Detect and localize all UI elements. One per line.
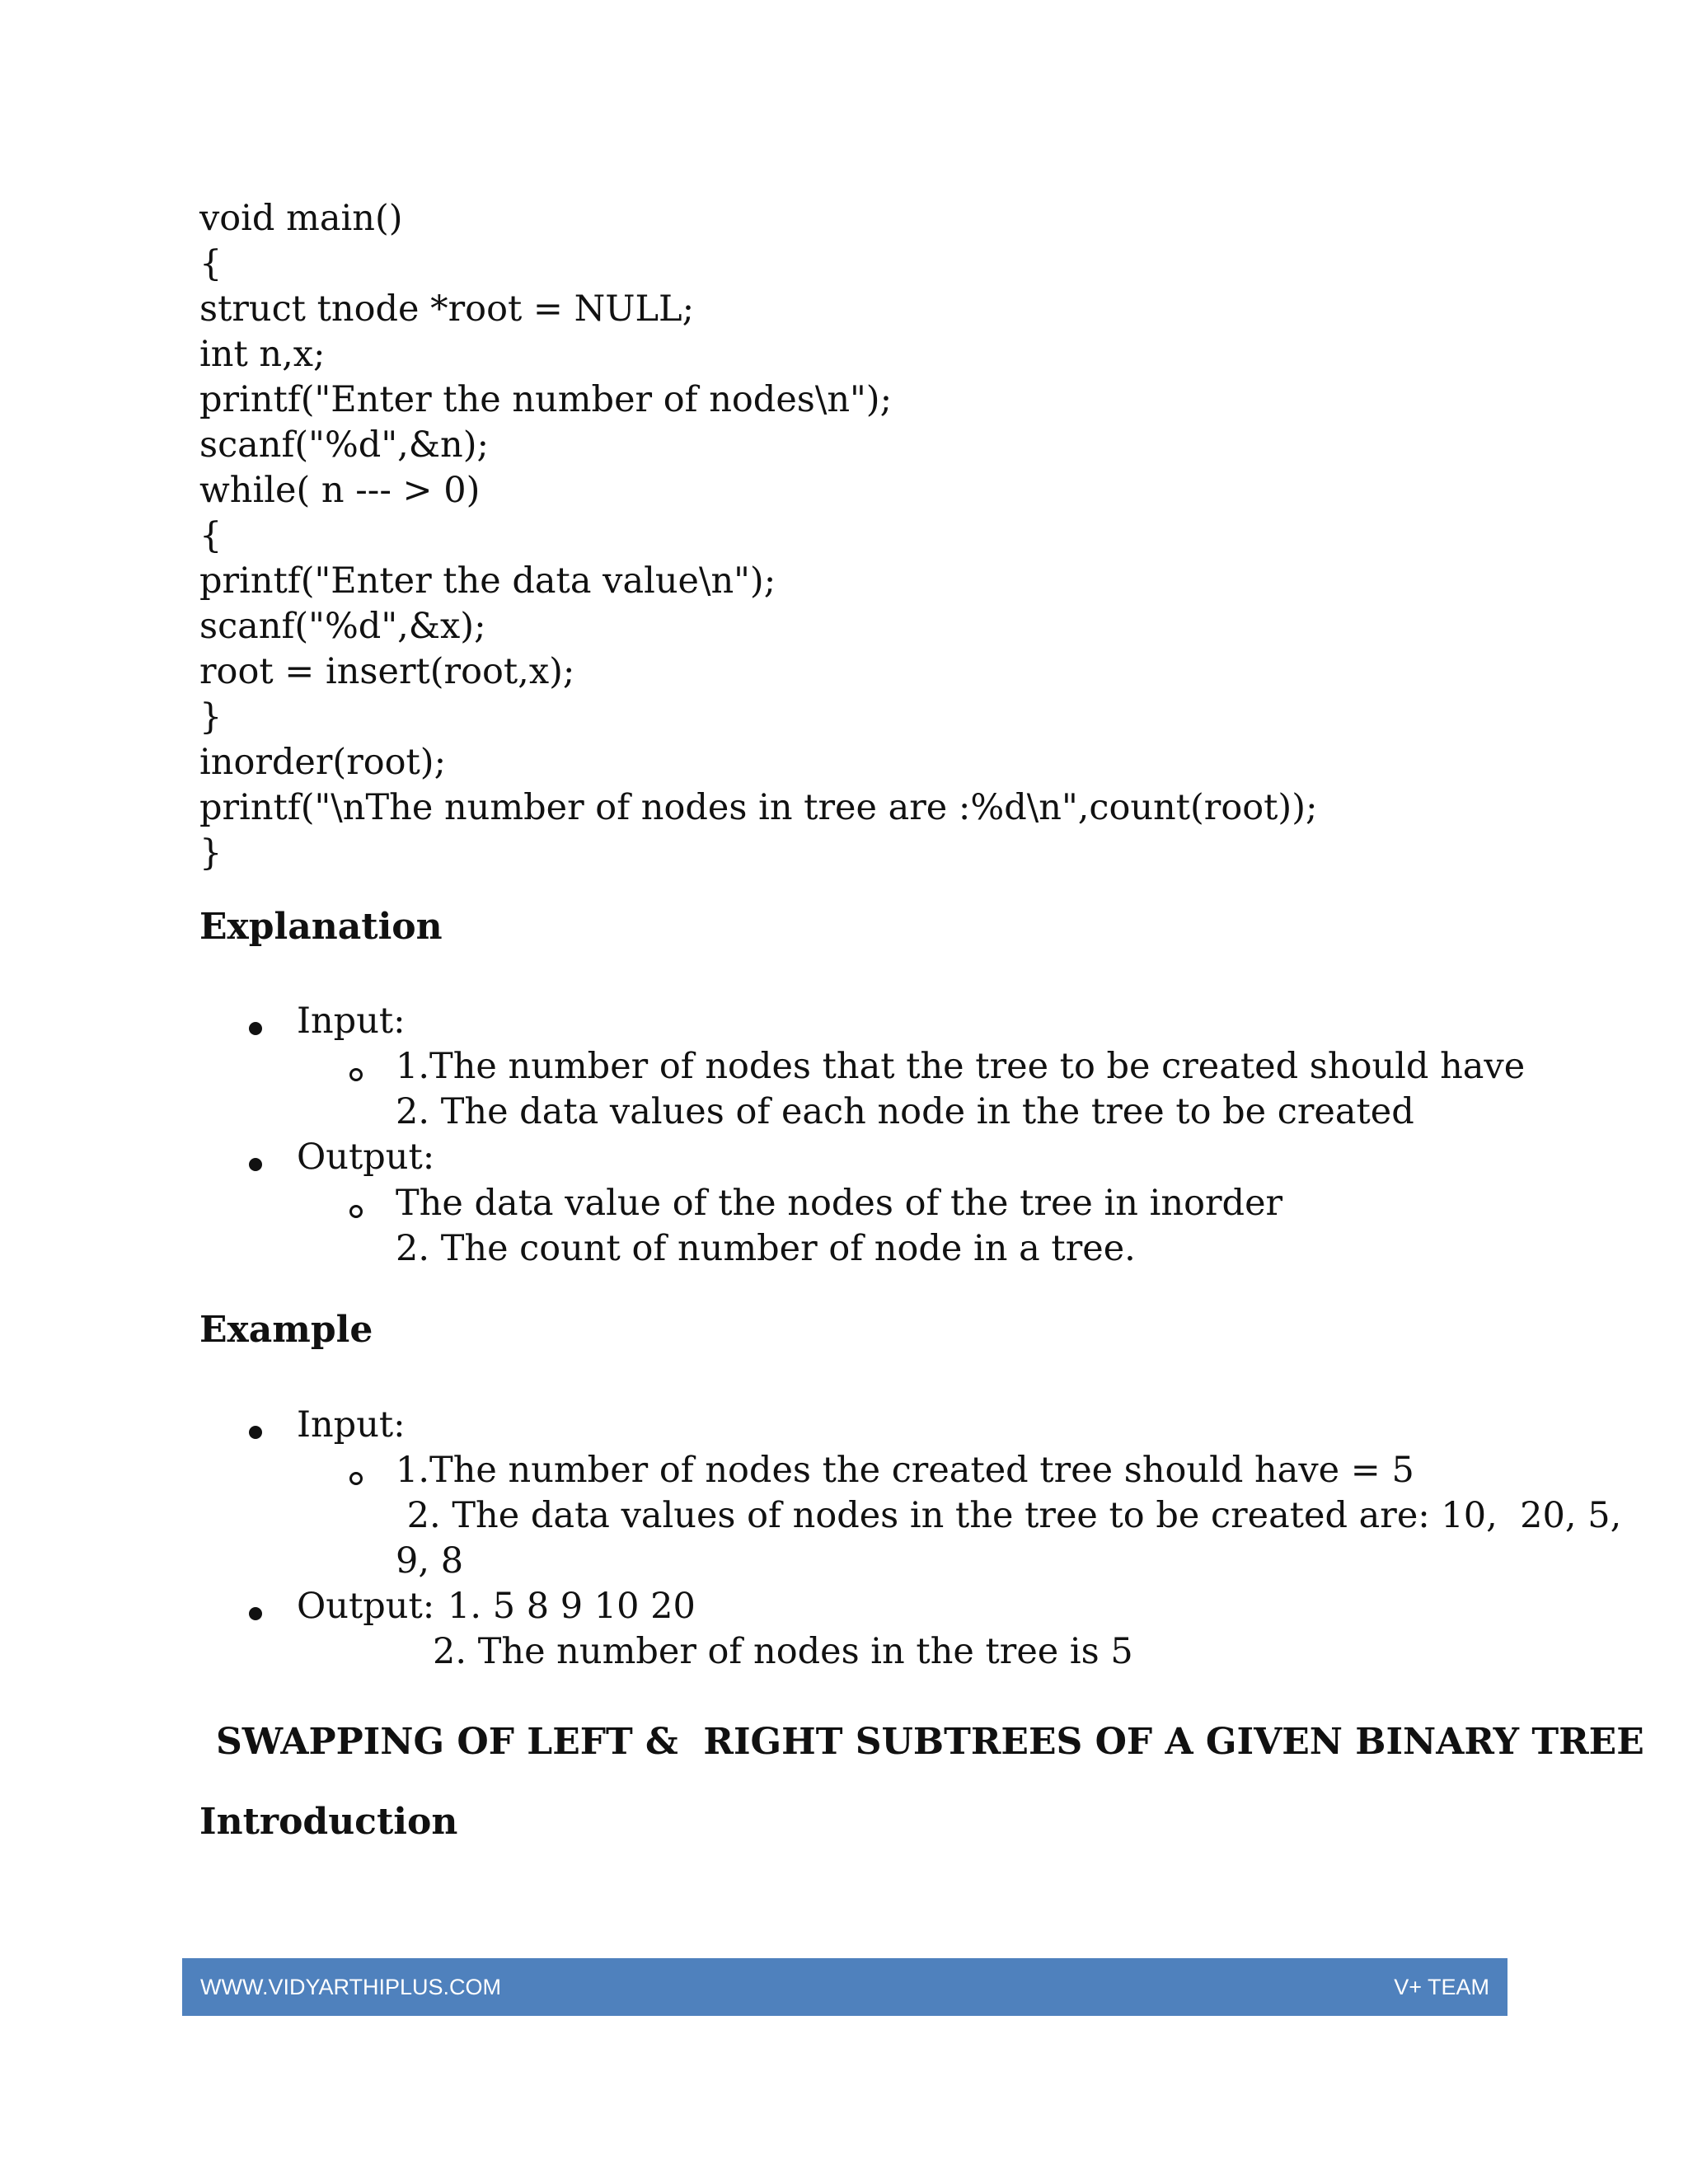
example-input-label: Input:: [297, 1404, 406, 1446]
section-title: SWAPPING OF LEFT & RIGHT SUBTREES OF A GIVEN BINARY TREE: [216, 1721, 1644, 1763]
footer-website-link[interactable]: WWW.VIDYARTHIPLUS.COM: [200, 1975, 502, 1999]
introduction-heading: Introduction: [199, 1801, 458, 1843]
code-line: scanf("%d",&n);: [199, 424, 490, 466]
bullet-circle-icon: [349, 1068, 363, 1081]
bullet-dot-icon: [249, 1022, 262, 1035]
code-line: int n,x;: [199, 334, 326, 375]
bullet-dot-icon: [249, 1426, 262, 1439]
code-line: struct tnode *root = NULL;: [199, 288, 695, 330]
example-input-item: 1.The number of nodes the created tree should have = 5: [396, 1450, 1414, 1491]
code-line: }: [199, 696, 223, 738]
code-line: printf("Enter the number of nodes\n");: [199, 379, 893, 420]
bullet-circle-icon: [349, 1472, 363, 1485]
code-line: printf("\nThe number of nodes in tree are :%d\n",count(root));: [199, 787, 1318, 828]
code-line: root = insert(root,x);: [199, 651, 575, 692]
footer-team-label: V+ TEAM: [1394, 1975, 1489, 1999]
code-line: }: [199, 832, 223, 874]
code-line: scanf("%d",&x);: [199, 606, 486, 647]
bullet-dot-icon: [249, 1607, 262, 1620]
explanation-input-item: 1.The number of nodes that the tree to be created should have: [396, 1046, 1526, 1087]
bullet-dot-icon: [249, 1158, 262, 1171]
code-line: while( n --- > 0): [199, 470, 481, 511]
code-line: void main(): [199, 198, 403, 239]
explanation-output-label: Output:: [297, 1137, 435, 1178]
code-line: {: [199, 515, 223, 556]
example-heading: Example: [199, 1309, 373, 1351]
footer-bar: [182, 1958, 1507, 2016]
explanation-input-label: Input:: [297, 1001, 406, 1042]
example-output-value: 1. 5 8 9 10 20: [448, 1586, 696, 1627]
explanation-heading: Explanation: [199, 906, 443, 948]
example-input-item: 2. The data values of nodes in the tree to be created are: 10, 20, 5,: [396, 1495, 1622, 1536]
example-output-label: Output:: [297, 1586, 435, 1627]
explanation-output-item: 2. The count of number of node in a tree.: [396, 1228, 1136, 1269]
code-line: {: [199, 243, 223, 284]
example-output-item: 2. The number of nodes in the tree is 5: [433, 1631, 1133, 1672]
code-block: [199, 196, 1518, 876]
example-input-item: 9, 8: [396, 1540, 464, 1582]
code-line: inorder(root);: [199, 742, 447, 783]
code-line: printf("Enter the data value\n");: [199, 560, 776, 602]
explanation-input-item: 2. The data values of each node in the tree to be created: [396, 1091, 1414, 1132]
bullet-circle-icon: [349, 1205, 363, 1218]
explanation-output-item: The data value of the nodes of the tree in inorder: [396, 1183, 1283, 1224]
